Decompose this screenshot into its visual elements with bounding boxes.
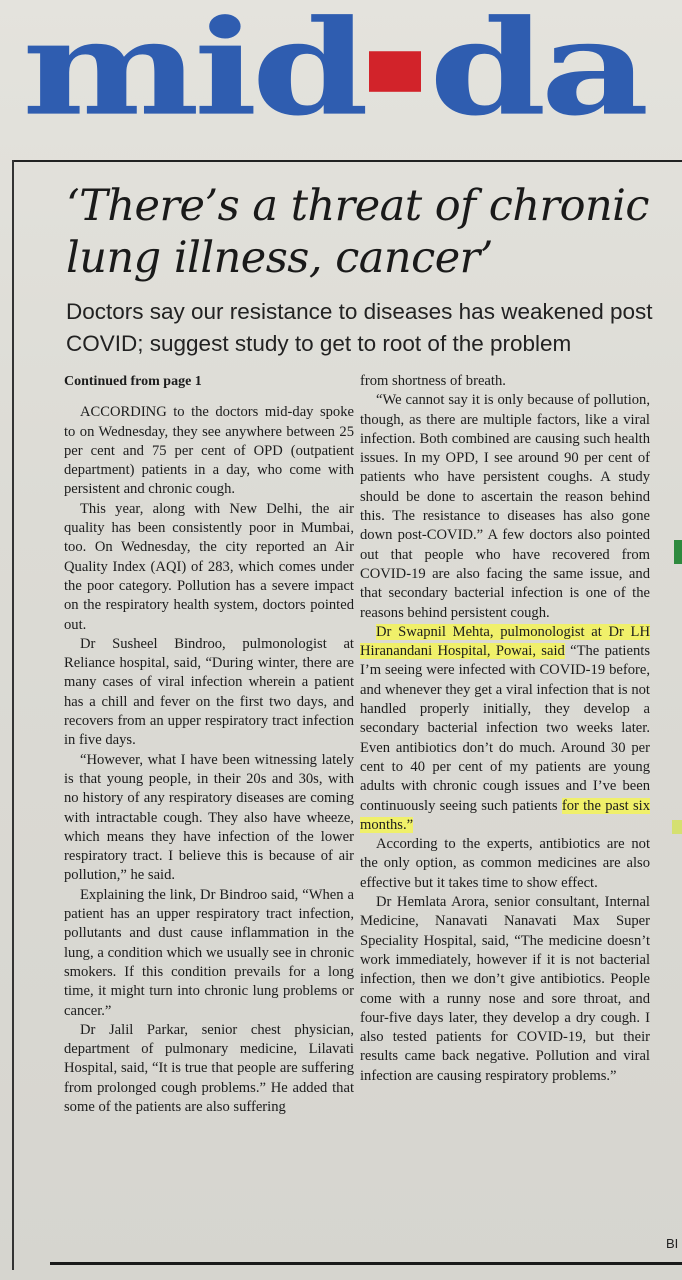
masthead-part2: da	[429, 0, 644, 145]
masthead-logo	[22, 0, 682, 145]
bottom-rule	[50, 1262, 682, 1265]
left-paragraph: ACCORDING to the doctors mid-day spoke to on Wednesday, they see anywhere between 25 per cent and 75 per cent of OPD (outpatient department) patients in a day, who come with persistent and chronic cough.	[64, 404, 354, 498]
right-column	[360, 372, 650, 1086]
masthead-part1: mid	[22, 0, 364, 145]
left-paragraph: Dr Jalil Parkar, senior chest physician, department of pulmonary medicine, Lilavati Hospital, said, “It is true that people are suffering from prolonged cough problems.” He added that some of the patients are also suffering	[64, 1021, 354, 1115]
right-paragraph: from shortness of breath.	[360, 373, 506, 389]
deck: Doctors say our resistance to diseases has weakened post COVID; suggest study to get to root of the problem	[66, 299, 653, 356]
right-paragraph: Dr Hemlata Arora, senior consultant, Internal Medicine, Nanavati Nanavati Max Super Speciality Hospital, said, “The medicine doesn’t work immediately, however if it is not bacterial infection, then we don’t give antibiotics. People come with a runny nose and sore throat, and four-five days later, they develop a dry cough. I also tested patients for COVID-19, but their results came back negative. Pollution and viral infection are causing respiratory problems.”	[360, 894, 650, 1084]
edge-text: BI	[666, 1236, 679, 1251]
highlighted-text: Dr Swapnil Mehta, pulmonologist at Dr LH Hiranandani Hospital, Powai, said	[360, 623, 650, 660]
quote-text: “The patients I’m seeing were infected with COVID-19 before, and whenever they get a viral infection that is not handled properly initially, they develop a secondary bacterial infection two weeks later. Even antibiotics don’t do much. Around 30 per cent to 40 per cent of my patients are young adults with chronic cough issues and I’ve been continuously seeing such patients	[360, 643, 650, 814]
left-paragraph: Explaining the link, Dr Bindroo said, “When a patient has an upper respiratory tract infection, pollutants and dust cause inflammation in the lung, a condition which we usually see in chronic smokers. If this condition prevails for a long time, it might turn into chronic lung problems or cancer.”	[64, 886, 354, 1019]
masthead-red-square	[369, 51, 421, 92]
right-paragraph: According to the experts, antibiotics are not the only option, as common medicines are also effective but it takes time to show effect.	[360, 836, 650, 891]
right-paragraph: “We cannot say it is only because of pollution, though, as there are multiple factors, like a viral infection. Both combined are causing such health issues. In my OPD, I see around 90 per cent of patients who have persistent coughs. A study should be done to ascertain the reason behind this. The resistance to diseases has also gone down post-COVID.” A few doctors also pointed out that people who have recovered from COVID-19 are also facing the same issue, and that secondary bacterial infection is one of the reasons behind persistent cough.	[360, 392, 650, 621]
continued-label: Continued from page 1	[64, 374, 202, 389]
left-column	[64, 372, 354, 1117]
left-paragraph: Dr Susheel Bindroo, pulmonologist at Reliance hospital, said, “During winter, there are many cases of viral infection wherein a patient has a chill and fever on the first two days, and recovers from an upper respiratory tract infection in five days.	[64, 635, 354, 749]
adjacent-highlight-mark	[672, 820, 682, 834]
left-paragraph: “However, what I have been witnessing lately is that young people, in their 20s and 30s, with no history of any respiratory diseases are coming with intractable cough. They also have wheeze, which means they have infection of the lower respiratory tract. I believe this is because of air pollution,” he said.	[64, 751, 354, 884]
left-rule	[12, 160, 14, 1270]
headline: ‘There’s a threat of chronic lung illness, cancer’	[66, 181, 649, 283]
right-paragraph-highlighted	[360, 623, 650, 835]
highlighted-text: for the past six months.”	[360, 797, 650, 833]
top-rule	[12, 160, 682, 162]
adjacent-page-mark	[674, 540, 682, 564]
left-paragraph: This year, along with New Delhi, the air quality has been consistently poor in Mumbai, too. On Wednesday, the city reported an Air Quality Index (AQI) of 283, which comes under the poor category. Pollution has a severe impact on the respiratory health system, doctors pointed out.	[64, 500, 354, 633]
